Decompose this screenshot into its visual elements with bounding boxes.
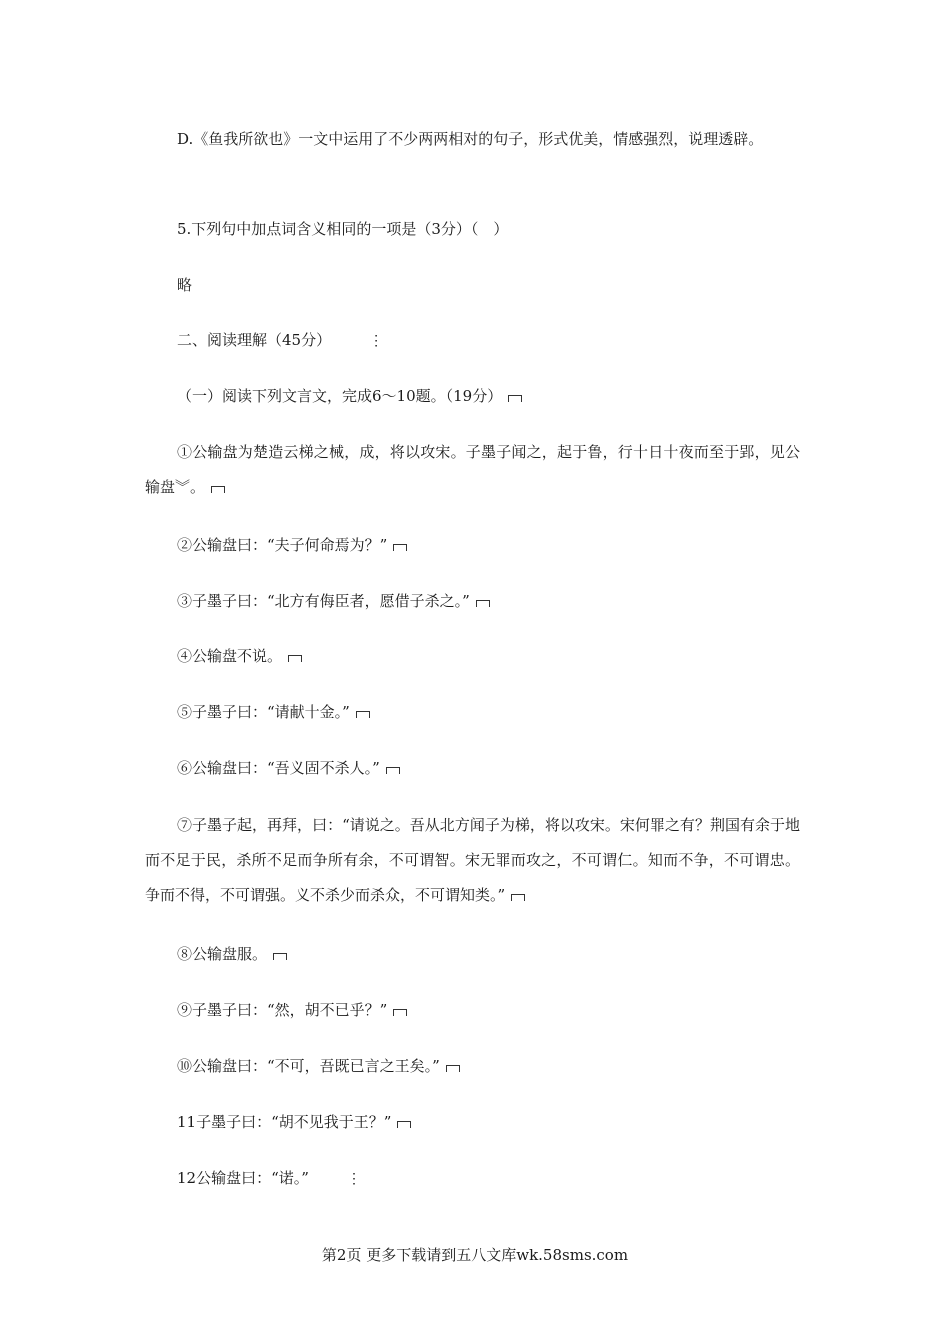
paragraph-mark-icon (386, 767, 400, 774)
passage-line-6: ⑥公输盘曰：“吾义固不杀人。” (145, 751, 800, 786)
passage-line-9: ⑨子墨子曰：“然，胡不已乎？” (145, 993, 800, 1028)
passage-line-1: ①公输盘为楚造云梯之械，成，将以攻宋。子墨子闻之，起于鲁，行十日十夜而至于郢，见公输盘︾。 (145, 443, 800, 496)
passage-line-8: ⑧公输盘服。 (145, 937, 800, 972)
paragraph-option-d: D.《鱼我所欲也》一文中运用了不少两两相对的句子，形式优美，情感强烈，说理透辟。 (177, 130, 764, 148)
paragraph-mark-icon (356, 711, 370, 718)
paragraph-mark-icon (511, 894, 525, 901)
passage-line-4: ④公输盘不说。 (145, 639, 800, 674)
paragraph-mark-icon (446, 1065, 460, 1072)
section-heading-reading: 二、阅读理解（45分） ⋮ (145, 323, 800, 359)
passage-line-2: ②公输盘曰：“夫子何命焉为？” (145, 528, 800, 563)
passage-line-11: 11子墨子曰：“胡不见我于王？” (145, 1105, 800, 1140)
paragraph-omitted: 略 (177, 276, 193, 294)
passage-line-7: ⑦子墨子起，再拜，曰：“请说之。吾从北方闻子为梯，将以攻宋。宋何罪之有？荆国有余于地而不足于民，杀所不足而争所有余，不可谓智。宋无罪而攻之，不可谓仁。知而不争，不可谓忠。争而不得，不可谓强。义不杀少而杀众，不可谓知类。” (145, 816, 800, 904)
paragraph-mark-icon (476, 600, 490, 607)
vertical-ellipsis-icon: ⋮ (369, 333, 384, 349)
paragraph-question-5: 5.下列句中加点词含义相同的一项是（3分）（ ） (177, 220, 509, 238)
passage-line-10: ⑩公输盘曰：“不可，吾既已言之王矣。” (145, 1049, 800, 1084)
paragraph-mark-icon (211, 486, 225, 493)
passage-line-5: ⑤子墨子曰：“请献十金。” (145, 695, 800, 730)
paragraph-mark-icon (393, 1009, 407, 1016)
paragraph-mark-icon (288, 655, 302, 662)
paragraph-mark-icon (508, 395, 522, 402)
passage-line-12: 12公输盘曰：“诺。” ⋮ (145, 1161, 800, 1197)
paragraph-mark-icon (393, 544, 407, 551)
vertical-ellipsis-icon: ⋮ (346, 1171, 361, 1187)
page-footer: 第2页 更多下载请到五八文库wk.58sms.com (321, 1246, 629, 1264)
paragraph-mark-icon (397, 1121, 411, 1128)
passage-line-3: ③子墨子曰：“北方有侮臣者，愿借子杀之。” (145, 584, 800, 619)
subsection-heading-classical: （一）阅读下列文言文，完成6～10题。（19分） (145, 379, 800, 414)
paragraph-mark-icon (273, 953, 287, 960)
